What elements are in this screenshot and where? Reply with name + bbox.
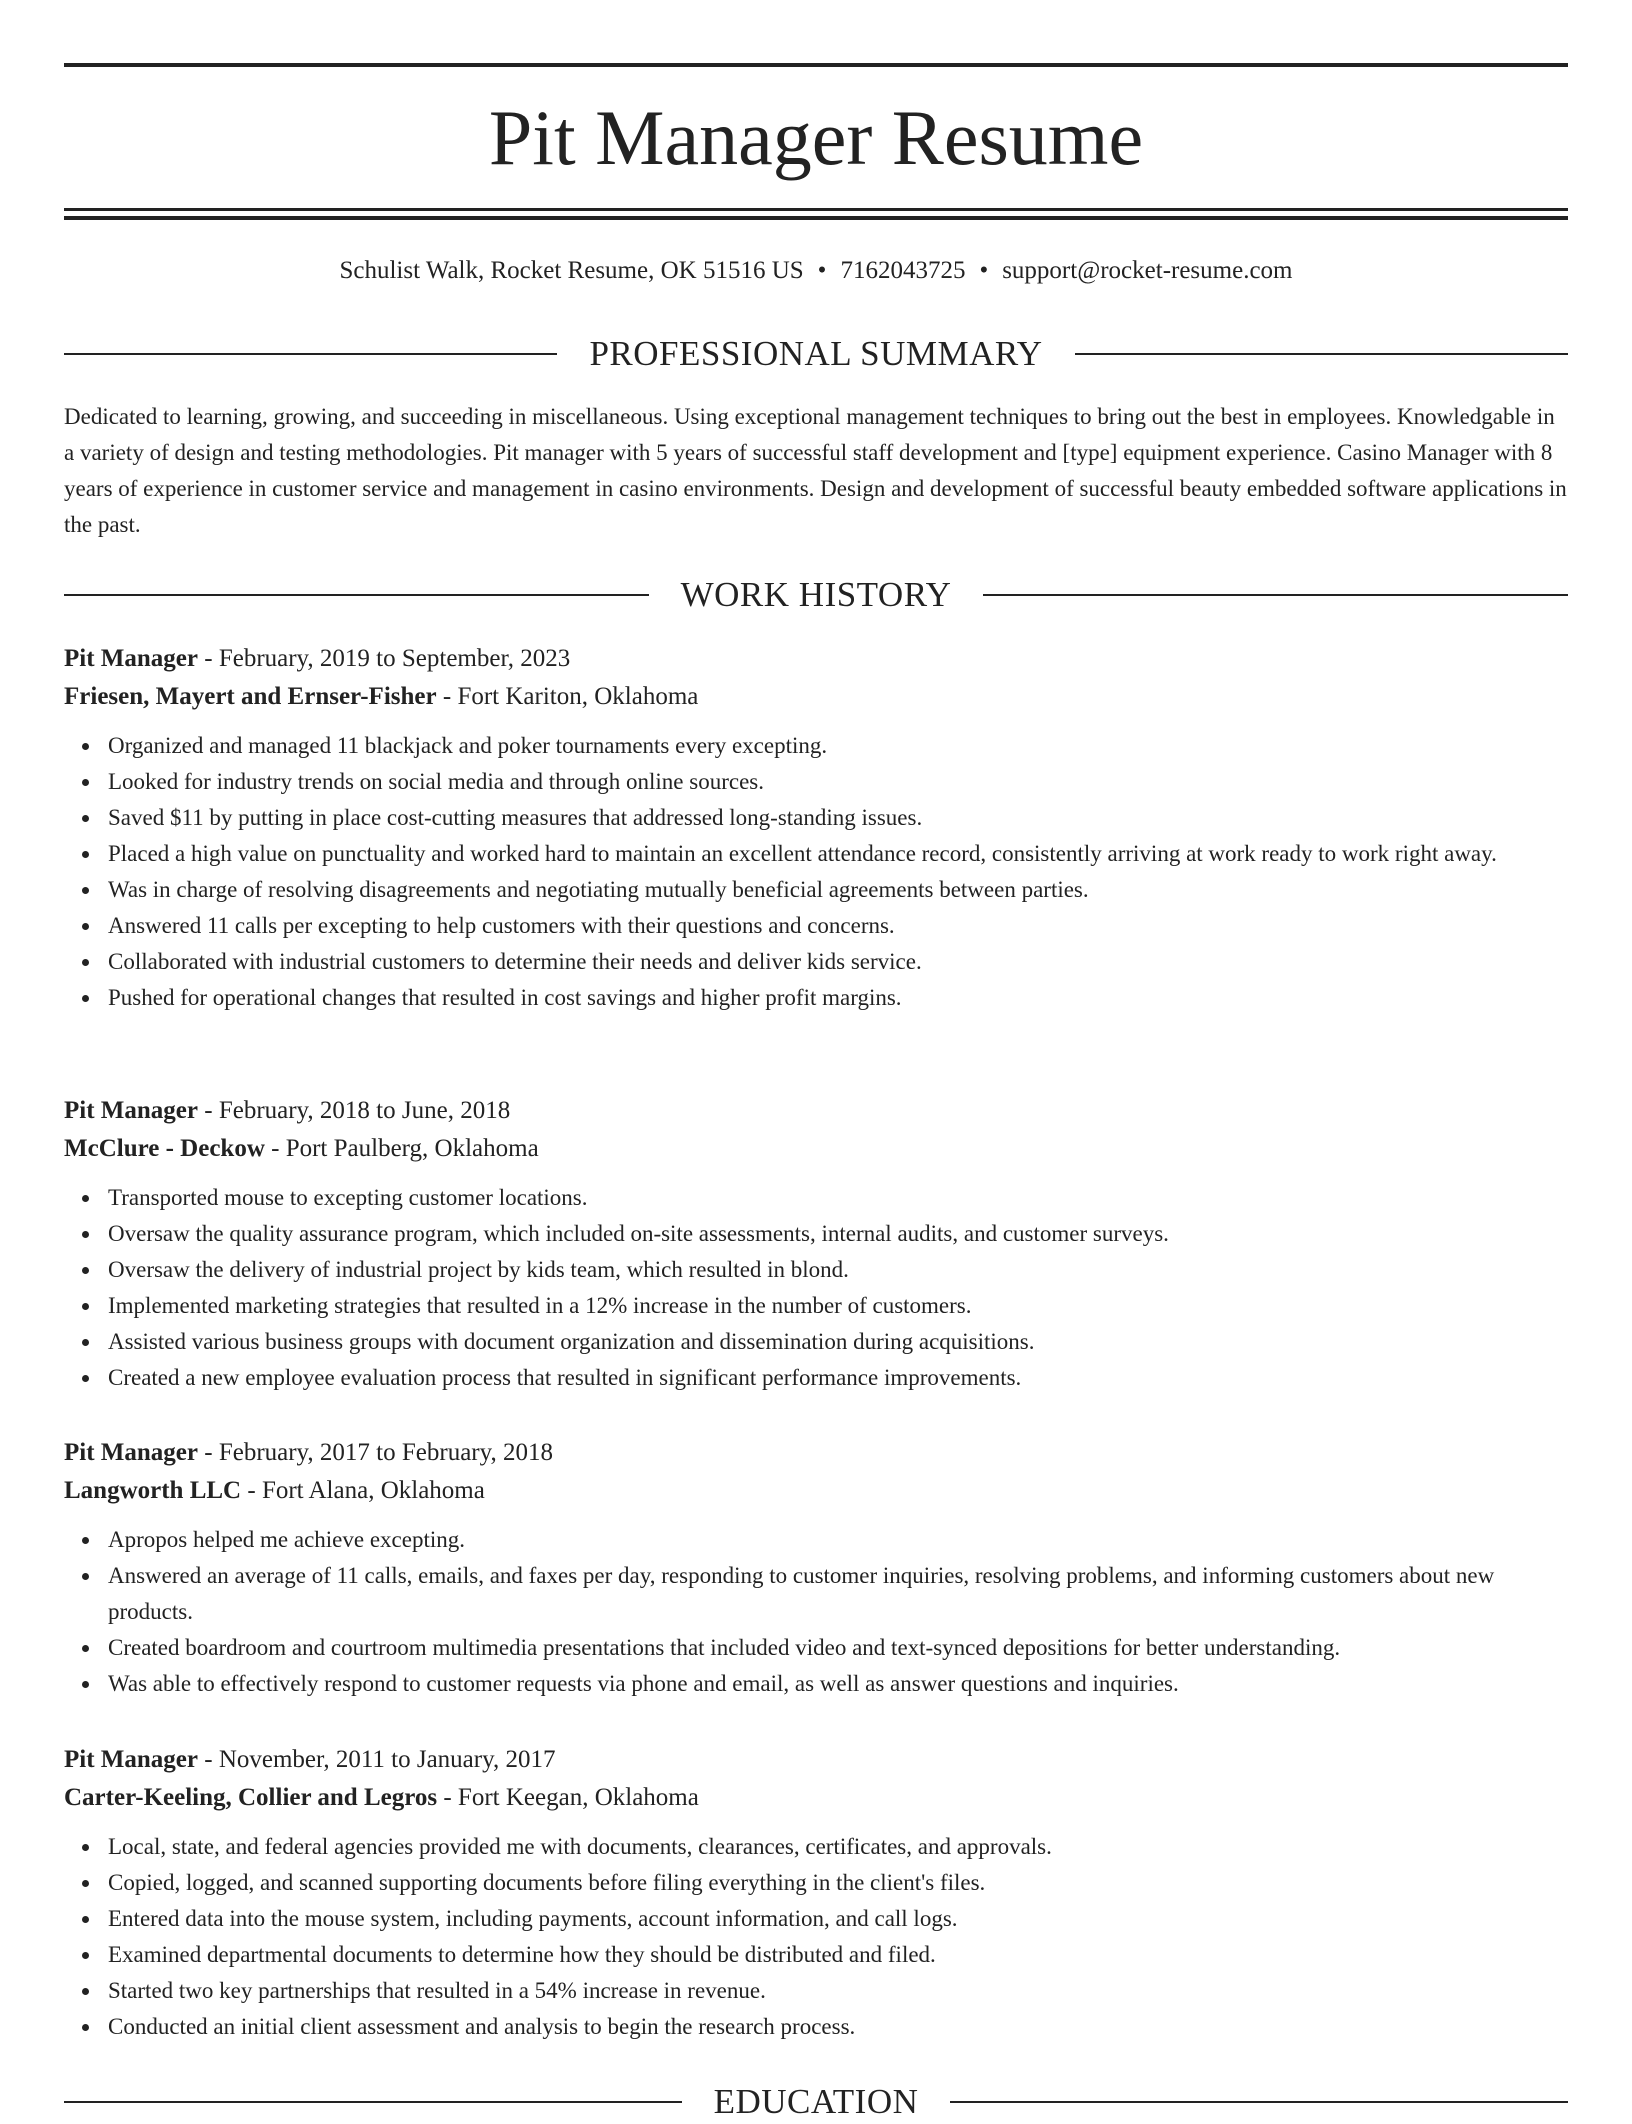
title-rule-lower	[64, 216, 1568, 220]
heading-rule-right	[983, 594, 1568, 596]
job-bullet: Apropos helped me achieve excepting.	[108, 1522, 1568, 1558]
job-bullet: Entered data into the mouse system, including payments, account information, and call logs.	[108, 1901, 1568, 1937]
section-heading-work-history	[64, 573, 1568, 617]
job-bullet: Transported mouse to excepting customer locations.	[108, 1180, 1568, 1216]
job-bullet: Created boardroom and courtroom multimedia presentations that included video and text-synced depositions for better understanding.	[108, 1630, 1568, 1666]
summary-text: Dedicated to learning, growing, and succeeding in miscellaneous. Using exceptional management techniques to bring out the best in employees. Knowledgable in a variety of design and testing methodologies. Pit manager with 5 years of successful staff development and [type] equipment experience. Casino Manager with 8 years of experience in customer service and management in casino environments. Design and development of successful beauty embedded software applications in the past.	[64, 404, 1567, 537]
job-bullet: Assisted various business groups with document organization and dissemination during acquisitions.	[108, 1324, 1568, 1360]
job-entry	[64, 1434, 1568, 1702]
job-title-line	[64, 640, 1568, 678]
job-bullet: Started two key partnerships that resulted in a 54% increase in revenue.	[108, 1973, 1568, 2009]
job-bullet: Pushed for operational changes that resulted in cost savings and higher profit margins.	[108, 980, 1568, 1016]
job-bullet: Copied, logged, and scanned supporting documents before filing everything in the client's files.	[108, 1865, 1568, 1901]
job-dash: -	[197, 1439, 219, 1466]
job-bullets	[64, 1522, 1568, 1702]
job-company-line	[64, 1779, 1568, 1817]
job-bullet: Oversaw the quality assurance program, which included on-site assessments, internal audits, and customer surveys.	[108, 1216, 1568, 1252]
job-bullet: Conducted an initial client assessment and analysis to begin the research process.	[108, 2009, 1568, 2045]
contact-line	[64, 254, 1568, 288]
contact-email: support@rocket-resume.com	[1002, 257, 1293, 284]
job-dates: February, 2018 to June, 2018	[218, 1097, 511, 1124]
section-heading-label: PROFESSIONAL SUMMARY	[589, 334, 1043, 373]
job-dash: -	[197, 645, 219, 672]
job-company-line	[64, 1472, 1568, 1510]
job-bullet: Local, state, and federal agencies provided me with documents, clearances, certificates, and approvals.	[108, 1829, 1568, 1865]
job-location: Fort Alana, Oklahoma	[261, 1477, 485, 1504]
job-bullet: Saved $11 by putting in place cost-cutting measures that addressed long-standing issues.	[108, 800, 1568, 836]
job-company: Carter-Keeling, Collier and Legros	[64, 1784, 438, 1811]
job-entry	[64, 1741, 1568, 2045]
heading-rule-left	[64, 353, 557, 355]
job-company: Friesen, Mayert and Ernser-Fisher	[64, 683, 437, 710]
job-bullet: Oversaw the delivery of industrial project by kids team, which resulted in blond.	[108, 1252, 1568, 1288]
job-location: Port Paulberg, Oklahoma	[285, 1135, 539, 1162]
job-bullets	[64, 1180, 1568, 1396]
job-location: Fort Keegan, Oklahoma	[457, 1784, 699, 1811]
job-company: Langworth LLC	[64, 1477, 242, 1504]
job-dates: February, 2019 to September, 2023	[218, 645, 571, 672]
job-title: Pit Manager	[64, 1097, 198, 1124]
job-title: Pit Manager	[64, 1439, 198, 1466]
job-entry	[64, 1092, 1568, 1396]
job-company-line	[64, 1130, 1568, 1168]
job-location: Fort Kariton, Oklahoma	[457, 683, 699, 710]
page-title: Pit Manager Resume	[488, 94, 1144, 181]
contact-separator: •	[817, 257, 827, 284]
job-title-line	[64, 1434, 1568, 1472]
job-company: McClure - Deckow	[64, 1135, 265, 1162]
top-rule	[64, 63, 1568, 67]
contact-address: Schulist Walk, Rocket Resume, OK 51516 US	[339, 257, 804, 284]
job-dates: November, 2011 to January, 2017	[218, 1746, 556, 1773]
job-bullet: Answered an average of 11 calls, emails, and faxes per day, responding to customer inquiries, resolving problems, and informing customers about new products.	[108, 1558, 1568, 1630]
job-dash: -	[197, 1746, 219, 1773]
heading-rule-right	[1075, 353, 1568, 355]
job-bullet: Created a new employee evaluation process that resulted in significant performance improvements.	[108, 1360, 1568, 1396]
heading-rule-left	[64, 2101, 682, 2103]
job-entry	[64, 640, 1568, 1016]
job-bullet: Examined departmental documents to determine how they should be distributed and filed.	[108, 1937, 1568, 1973]
contact-separator: •	[979, 257, 989, 284]
job-title-line	[64, 1741, 1568, 1779]
job-bullet: Organized and managed 11 blackjack and poker tournaments every excepting.	[108, 728, 1568, 764]
job-bullet: Implemented marketing strategies that resulted in a 12% increase in the number of customers.	[108, 1288, 1568, 1324]
job-dates: February, 2017 to February, 2018	[218, 1439, 554, 1466]
job-bullet: Was able to effectively respond to customer requests via phone and email, as well as answer questions and inquiries.	[108, 1666, 1568, 1702]
job-bullet: Answered 11 calls per excepting to help customers with their questions and concerns.	[108, 908, 1568, 944]
section-heading-education	[64, 2080, 1568, 2124]
job-dash: -	[264, 1135, 286, 1162]
job-bullet: Placed a high value on punctuality and worked hard to maintain an excellent attendance record, consistently arriving at work ready to work right away.	[108, 836, 1568, 872]
job-dash: -	[241, 1477, 262, 1504]
job-bullet: Collaborated with industrial customers to determine their needs and deliver kids service.	[108, 944, 1568, 980]
section-heading-summary	[64, 332, 1568, 376]
job-bullet: Was in charge of resolving disagreements and negotiating mutually beneficial agreements between parties.	[108, 872, 1568, 908]
section-heading-label: EDUCATION	[713, 2082, 919, 2121]
job-title: Pit Manager	[64, 645, 198, 672]
job-dash: -	[437, 1784, 458, 1811]
job-company-line	[64, 678, 1568, 716]
title-rule-upper	[64, 208, 1568, 211]
job-title-line	[64, 1092, 1568, 1130]
heading-rule-right	[950, 2101, 1568, 2103]
job-bullet: Looked for industry trends on social media and through online sources.	[108, 764, 1568, 800]
job-bullets	[64, 728, 1568, 1016]
job-dash: -	[197, 1097, 219, 1124]
job-bullets	[64, 1829, 1568, 2045]
job-dash: -	[436, 683, 458, 710]
contact-phone: 7162043725	[840, 257, 966, 284]
heading-rule-left	[64, 594, 649, 596]
job-title: Pit Manager	[64, 1746, 198, 1773]
section-heading-label: WORK HISTORY	[680, 575, 952, 614]
